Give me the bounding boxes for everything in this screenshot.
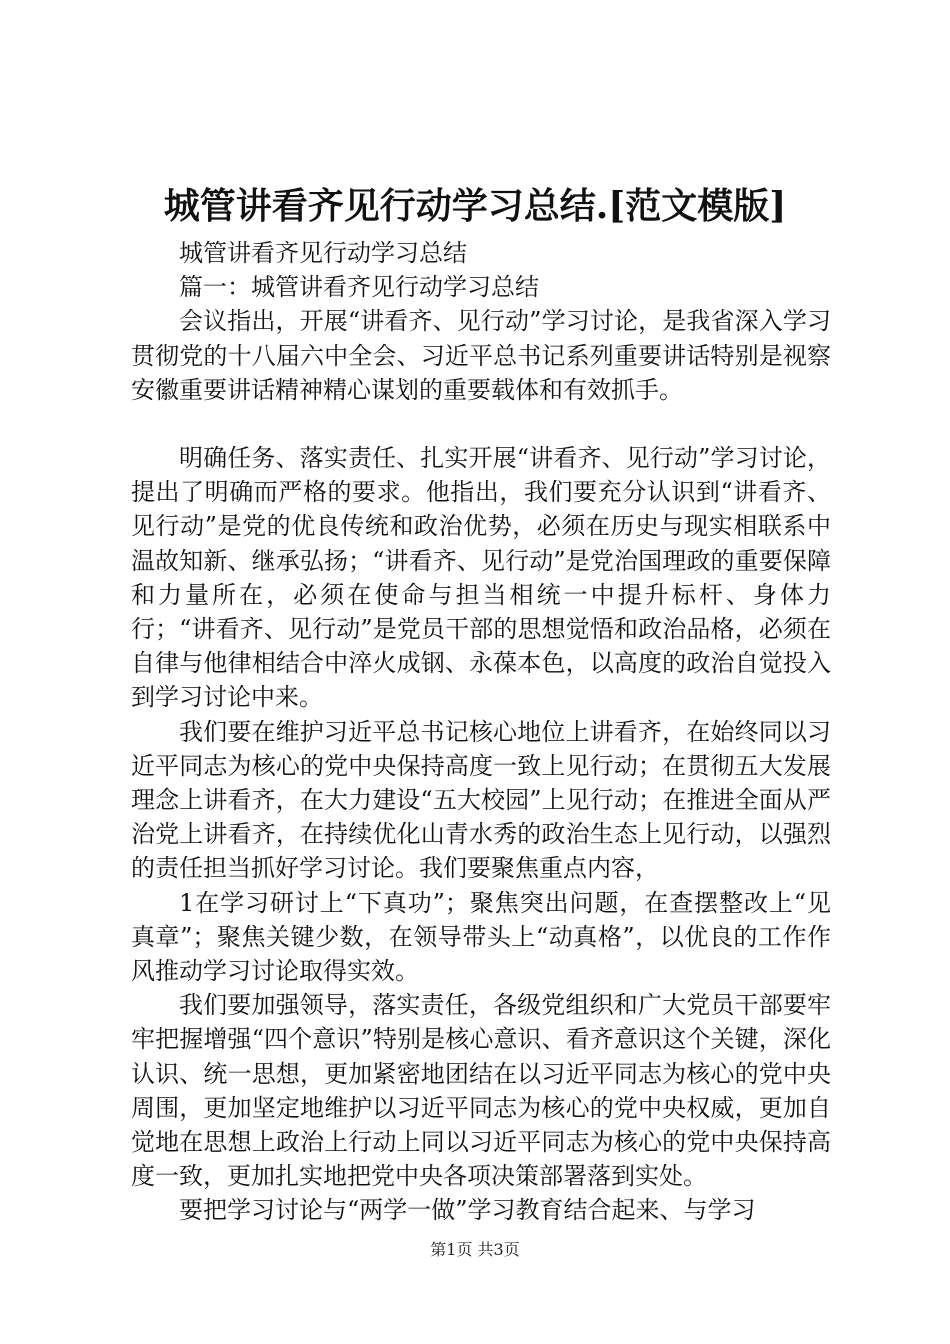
paragraph: 明确任务、落实责任、扎实开展“讲看齐、见行动”学习讨论，提出了明确而严格的要求。他指出，我们要充分认识到“讲看齐、见行动”是党的优良传统和政治优势，必须在历史与现实相联系中温故知新、继承弘扬；“讲看齐、见行动”是党治国理政的重要保障和力量所在，必须在使命与担当相统一中提升标杆、身体力行；“讲看齐、见行动”是党员干部的思想觉悟和政治品格，必须在自律与他律相结合中淬火成钢、永葆本色，以高度的政治自觉投入到学习讨论中来。: [131, 444, 831, 712]
paragraph: 我们要在维护习近平总书记核心地位上讲看齐，在始终同以习近平同志为核心的党中央保持高度一致上见行动；在贯彻五大发展理念上讲看齐，在大力建设“五大校园”上见行动；在推进全面从严治党上讲看齐，在持续优化山青水秀的政治生态上见行动，以强烈的责任担当抓好学习讨论。我们要聚焦重点内容，: [131, 717, 831, 883]
document-title: 城管讲看齐见行动学习总结.[范文模版]: [163, 185, 787, 227]
paragraph: 要把学习讨论与“两学一做”学习教育结合起来、与学习: [179, 1196, 756, 1225]
paragraph: 会议指出，开展“讲看齐、见行动”学习讨论，是我省深入学习贯彻党的十八届六中全会、习近平总书记系列重要讲话特别是视察安徽重要讲话精神精心谋划的重要载体和有效抓手。: [131, 307, 831, 404]
page-footer: 第1页 共3页: [430, 1240, 520, 1259]
paragraph: 我们要加强领导，落实责任，各级党组织和广大党员干部要牢牢把握增强“四个意识”特别是核心意识、看齐意识这个关键，深化认识、统一思想，更加紧密地团结在以习近平同志为核心的党中央周围，更加坚定地维护以习近平同志为核心的党中央权威，更加自觉地在思想上政治上行动上同以习近平同志为核心的党中央保持高度一致，更加扎实地把党中央各项决策部署落到实处。: [131, 991, 831, 1191]
document-subtitle: 城管讲看齐见行动学习总结: [179, 239, 467, 267]
document-body: [131, 236, 831, 1228]
paragraph: 1在学习研讨上“下真功”；聚焦突出问题，在查摆整改上“见真章”；聚焦关键少数，在领导带头上“动真格”，以优良的工作作风推动学习讨论取得实效。: [131, 888, 831, 986]
section-heading: 篇一：城管讲看齐见行动学习总结: [179, 273, 539, 302]
